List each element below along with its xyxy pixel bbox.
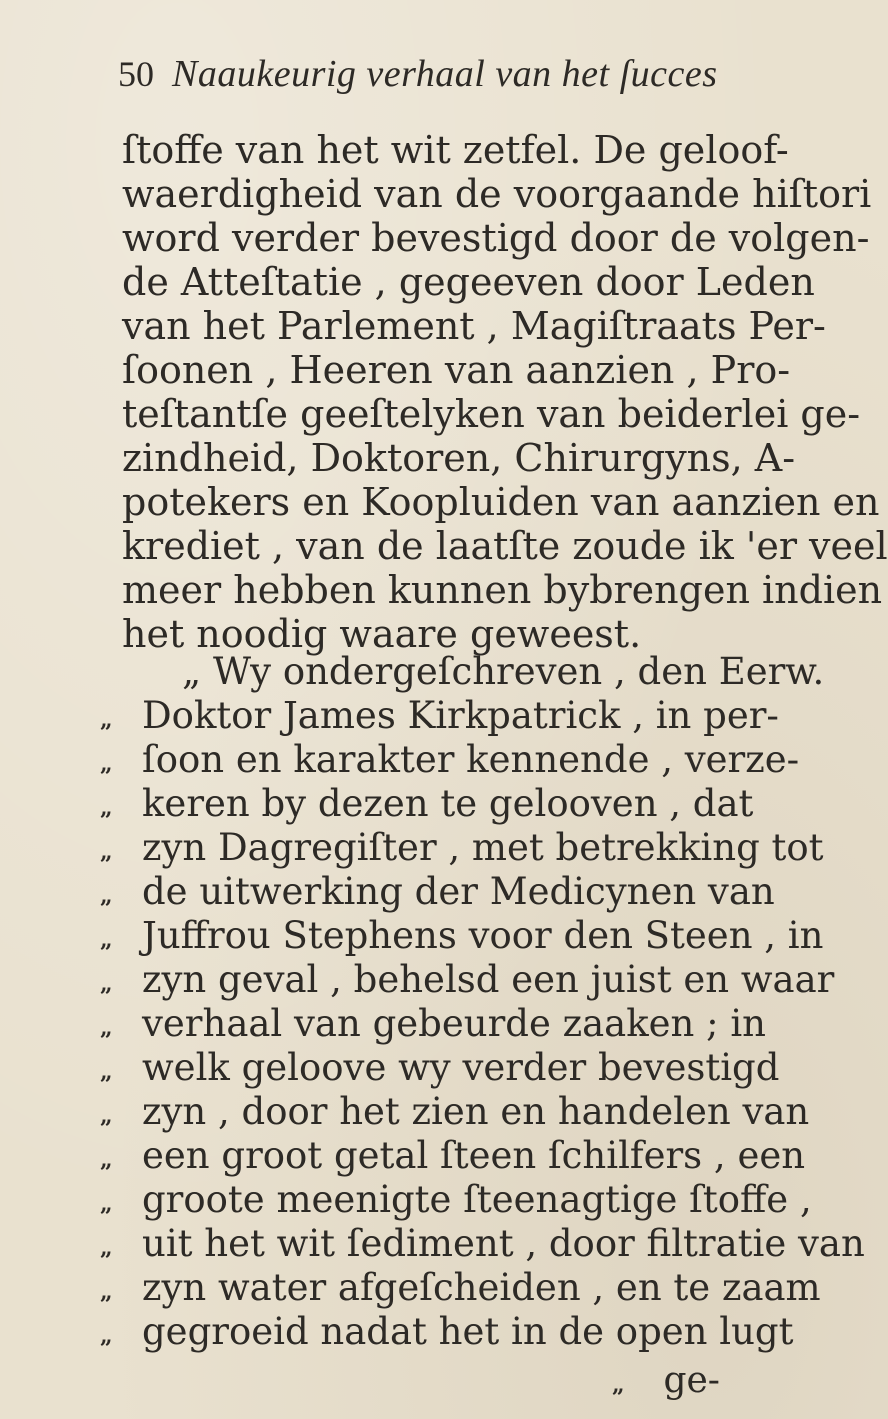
text-line: groote meenigte ſteenagtige ſtoffe , (142, 1178, 812, 1221)
quote-mark: „ (100, 1191, 113, 1217)
text-line: krediet , van de laatſte zoude ik 'er veel (122, 524, 888, 568)
quote-mark: „ (100, 751, 113, 777)
quote-line (100, 650, 865, 694)
text-line: zyn , door het zien en handelen van (142, 1090, 810, 1133)
quote-line (100, 738, 865, 782)
quote-line (100, 1046, 865, 1090)
page-number: 50 (118, 54, 154, 94)
text-line: Wy ondergeſchreven , den Eerw. (212, 650, 825, 693)
quote-line (100, 1310, 865, 1354)
text-line: van het Parlement , Magiſtraats Per- (122, 304, 826, 348)
quote-mark: „ (100, 795, 113, 821)
catchword (612, 1360, 720, 1401)
quote-mark: „ (100, 883, 113, 909)
text-line: zyn geval , behelsd een juist en waar (142, 958, 835, 1001)
page-header (118, 52, 718, 108)
text-line: zyn water afgeſcheiden , en te zaam (142, 1266, 821, 1309)
quote-line (100, 1266, 865, 1310)
text-line: verhaal van gebeurde zaaken ; in (142, 1002, 767, 1045)
quote-line (100, 694, 865, 738)
quote-mark: „ (100, 1235, 113, 1261)
text-line: ſoon en karakter kennende , verze- (142, 738, 800, 781)
quote-mark: „ (100, 707, 113, 733)
quote-line (100, 1222, 865, 1266)
text-line: ſoonen , Heeren van aanzien , Pro- (122, 348, 791, 392)
quote-line (100, 1134, 865, 1178)
text-line: Juffrou Stephens voor den Steen , in (142, 914, 824, 957)
quote-line (100, 1090, 865, 1134)
quote-line (100, 782, 865, 826)
text-line: Doktor James Kirkpatrick , in per- (142, 694, 779, 737)
quote-mark: „ (100, 1103, 113, 1129)
text-line: potekers en Koopluiden van aanzien en (122, 480, 880, 524)
text-line: de uitwerking der Medicynen van (142, 870, 775, 913)
text-line: meer hebben kunnen bybrengen indien (122, 568, 883, 612)
opening-quote-mark: „ (182, 650, 202, 693)
quote-mark: „ (100, 839, 113, 865)
paragraph-1 (122, 128, 888, 656)
text-line: het noodig waare geweest. (122, 612, 642, 656)
text-line: word verder bevestigd door de volgen- (122, 216, 870, 260)
text-line: welk geloove wy verder bevestigd (142, 1046, 780, 1089)
text-line: zyn Dagregiſter , met betrekking tot (142, 826, 824, 869)
quote-mark: „ (100, 1279, 113, 1305)
quote-mark: „ (100, 1323, 113, 1349)
quote-line (100, 870, 865, 914)
paragraph-2-attestation (100, 650, 865, 1354)
quote-mark: „ (612, 1372, 625, 1398)
text-line: de Atteſtatie , gegeeven door Leden (122, 260, 815, 304)
text-line: ſtoffe van het wit zetfel. De geloof- (122, 128, 789, 172)
quote-line (100, 958, 865, 1002)
text-line: teſtantſe geeſtelyken van beiderlei ge- (122, 392, 861, 436)
quote-line (100, 1002, 865, 1046)
quote-mark: „ (100, 1147, 113, 1173)
text-line: zindheid, Doktoren, Chirurgyns, A- (122, 436, 796, 480)
quote-line (100, 826, 865, 870)
running-head: Naaukeurig verhaal van het ſucces (172, 53, 718, 95)
text-line: een groot getal ſteen ſchilfers , een (142, 1134, 806, 1177)
quote-mark: „ (100, 971, 113, 997)
text-line: uit het wit ſediment , door filtratie van (142, 1222, 865, 1265)
quote-line (100, 1178, 865, 1222)
text-line: waerdigheid van de voorgaande hiſtori (122, 172, 872, 216)
quote-mark: „ (100, 927, 113, 953)
text-line: gegroeid nadat het in de open lugt (142, 1310, 794, 1353)
text-line: keren by dezen te gelooven , dat (142, 782, 754, 825)
quote-mark: „ (100, 1015, 113, 1041)
quote-line (100, 914, 865, 958)
catchword-text: ge- (663, 1360, 720, 1401)
quote-mark: „ (100, 1059, 113, 1085)
